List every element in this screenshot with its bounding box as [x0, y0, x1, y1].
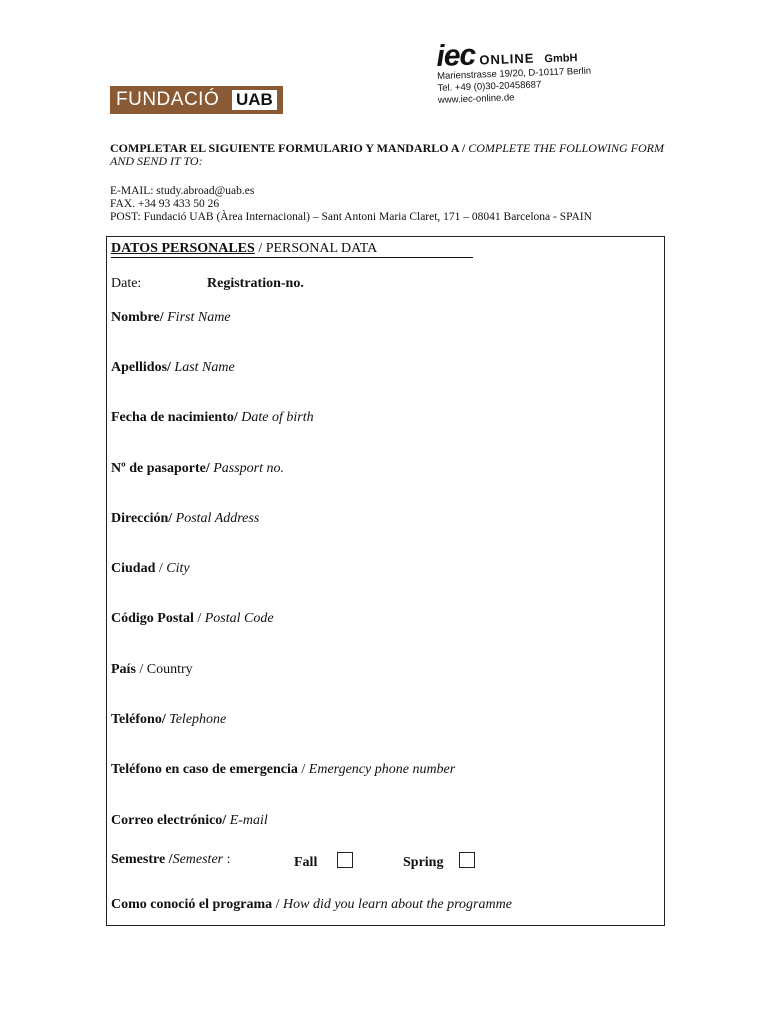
logo-fundacio-text: FUNDACIÓ [116, 89, 220, 110]
field-country[interactable] [111, 662, 193, 678]
field-separator: / [193, 611, 205, 626]
field-label-es: Dirección/ [111, 511, 173, 526]
spring-label: Spring [403, 855, 444, 870]
registration-row [207, 276, 304, 292]
option-spring[interactable] [403, 852, 475, 871]
iec-gmbh-text: GmbH [544, 52, 578, 66]
iec-online-text: ONLINE [479, 50, 535, 68]
semester-label-es: Semestre / [111, 852, 173, 867]
instructions-spanish: COMPLETAR EL SIGUIENTE FORMULARIO Y MANDARLO A / [110, 141, 466, 155]
instructions-english: COMPLETE THE FOLLOWING FORM AND SEND IT TO: [110, 141, 664, 168]
personal-data-form [106, 236, 665, 926]
field-label-en: Last Name [170, 360, 235, 375]
iec-website: www.iec-online.de [437, 92, 515, 106]
field-label-es: Teléfono en caso de emergencia [111, 762, 298, 777]
field-emergency-phone[interactable] [111, 762, 455, 778]
field-passport[interactable] [111, 461, 284, 477]
form-header-spanish: DATOS PERSONALES [111, 241, 255, 256]
field-date-of-birth[interactable] [111, 410, 314, 426]
fall-label: Fall [294, 855, 318, 870]
registration-label: Registration-no. [207, 276, 304, 291]
field-label-es: Ciudad [111, 561, 156, 576]
field-label-es: Apellidos/ [111, 360, 171, 375]
field-label-es: Fecha de nacimiento/ [111, 410, 238, 425]
field-label-es: País [111, 662, 136, 677]
how-separator: / [272, 897, 283, 912]
spring-checkbox[interactable] [459, 852, 475, 868]
date-label: Date: [111, 276, 142, 291]
field-separator: / [297, 762, 309, 777]
field-label-en: Country [146, 662, 193, 677]
field-label-en: City [166, 561, 190, 576]
field-separator: / [135, 662, 147, 677]
field-semester [111, 852, 231, 868]
contact-post: POST: Fundació UAB (Àrea Internacional) – Sant Antoni Maria Claret, 171 – 08041 Barcelona - SPAIN [110, 211, 592, 223]
fall-checkbox[interactable] [337, 852, 353, 868]
field-postal-address[interactable] [111, 511, 259, 527]
field-last-name[interactable] [111, 360, 235, 376]
field-label-en: First Name [163, 310, 231, 325]
field-label-en: Postal Address [172, 511, 260, 526]
field-telephone[interactable] [111, 712, 226, 728]
field-email[interactable] [111, 813, 268, 829]
field-how-learned[interactable] [111, 897, 512, 913]
field-label-es: Nombre/ [111, 310, 164, 325]
how-label-en: How did you learn about the programme [283, 897, 512, 912]
field-label-es: Nº de pasaporte/ [111, 461, 210, 476]
option-fall[interactable] [294, 852, 353, 871]
contact-block [110, 185, 592, 224]
field-city[interactable] [111, 561, 190, 577]
field-postal-code[interactable] [111, 611, 274, 627]
date-row [111, 276, 141, 292]
semester-colon: : [223, 852, 231, 867]
iec-online-logo [436, 39, 592, 107]
iec-address: Marienstrasse 19/20, D-10117 Berlin [436, 65, 592, 82]
form-header [111, 241, 473, 258]
field-separator: / [155, 561, 167, 576]
field-label-en: Passport no. [209, 461, 285, 476]
field-label-en: Telephone [165, 712, 227, 727]
form-header-english: / PERSONAL DATA [254, 241, 378, 256]
contact-fax: FAX. +34 93 433 50 26 [110, 198, 220, 210]
logo-uab-text: UAB [232, 90, 277, 110]
field-label-es: Código Postal [111, 611, 194, 626]
field-label-en: Postal Code [204, 611, 274, 626]
fundacio-uab-logo [110, 86, 283, 114]
instructions [110, 142, 670, 168]
field-label-es: Teléfono/ [111, 712, 166, 727]
iec-phone: Tel. +49 (0)30-20458687 [437, 79, 542, 94]
iec-mark: iec [435, 38, 476, 73]
contact-email: E-MAIL: study.abroad@uab.es [110, 185, 255, 197]
field-label-en: E-mail [226, 813, 268, 828]
field-first-name[interactable] [111, 310, 231, 326]
how-label-es: Como conoció el programa [111, 897, 273, 912]
semester-label-en: Semester [172, 852, 224, 867]
field-label-en: Date of birth [237, 410, 314, 425]
field-label-es: Correo electrónico/ [111, 813, 227, 828]
field-label-en: Emergency phone number [308, 762, 456, 777]
